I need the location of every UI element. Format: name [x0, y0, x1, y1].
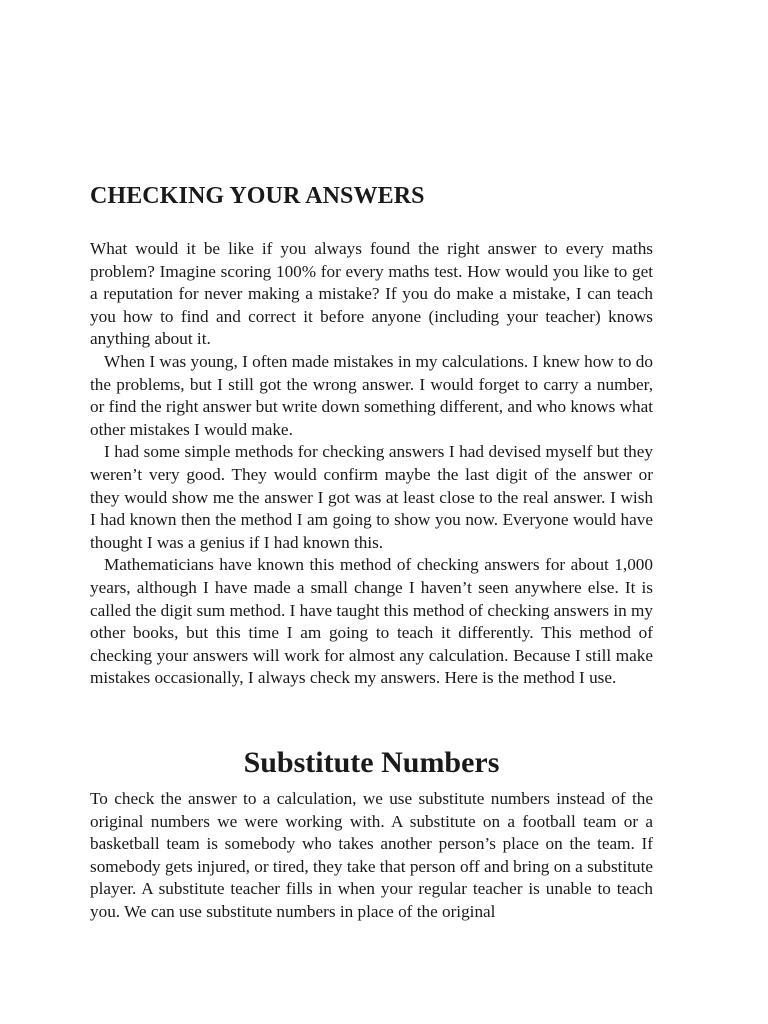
chapter-title: CHECKING YOUR ANSWERS	[90, 183, 425, 209]
book-page	[90, 0, 653, 1024]
chapter-intro	[90, 238, 653, 690]
section-title: Substitute Numbers	[243, 746, 500, 779]
section-body	[90, 788, 653, 924]
paragraph: To check the answer to a calculation, we use substitute numbers instead of the original numbers we were working with. A substitute on a football team or a basketball team is somebody who takes another person’s place on the team. If somebody gets injured, or tired, they take that person off and bring on a substitute player. A substitute teacher fills in when your regular teacher is unable to teach you. We can use substitute numbers in place of the original	[90, 789, 653, 921]
paragraph: I had some simple methods for checking answers I had devised myself but they weren’t very good. They would confirm maybe the last digit of the answer or they would show me the answer I got was at least close to the real answer. I wish I had known then the method I am going to show you now. Everyone would have thought I was a genius if I had known this.	[90, 442, 653, 552]
paragraph: When I was young, I often made mistakes in my calculations. I knew how to do the problems, but I still got the wrong answer. I would forget to carry a number, or find the right answer but write down something different, and who knows what other mistakes I would make.	[90, 351, 653, 439]
paragraph: What would it be like if you always found the right answer to every maths problem? Imagine scoring 100% for every maths test. How would you like to get a reputation for never making a mistake? If you do make a mistake, I can teach you how to find and correct it before anyone (including your teacher) knows anything about it.	[90, 239, 653, 349]
paragraph: Mathematicians have known this method of checking answers for about 1,000 years, although I have made a small change I haven’t seen anywhere else. It is called the digit sum method. I have taught this method of checking answers in my other books, but this time I am going to teach it differently. This method of checking your answers will work for almost any calculation. Because I still make mistakes occasionally, I always check my answers. Here is the method I use.	[90, 555, 653, 688]
